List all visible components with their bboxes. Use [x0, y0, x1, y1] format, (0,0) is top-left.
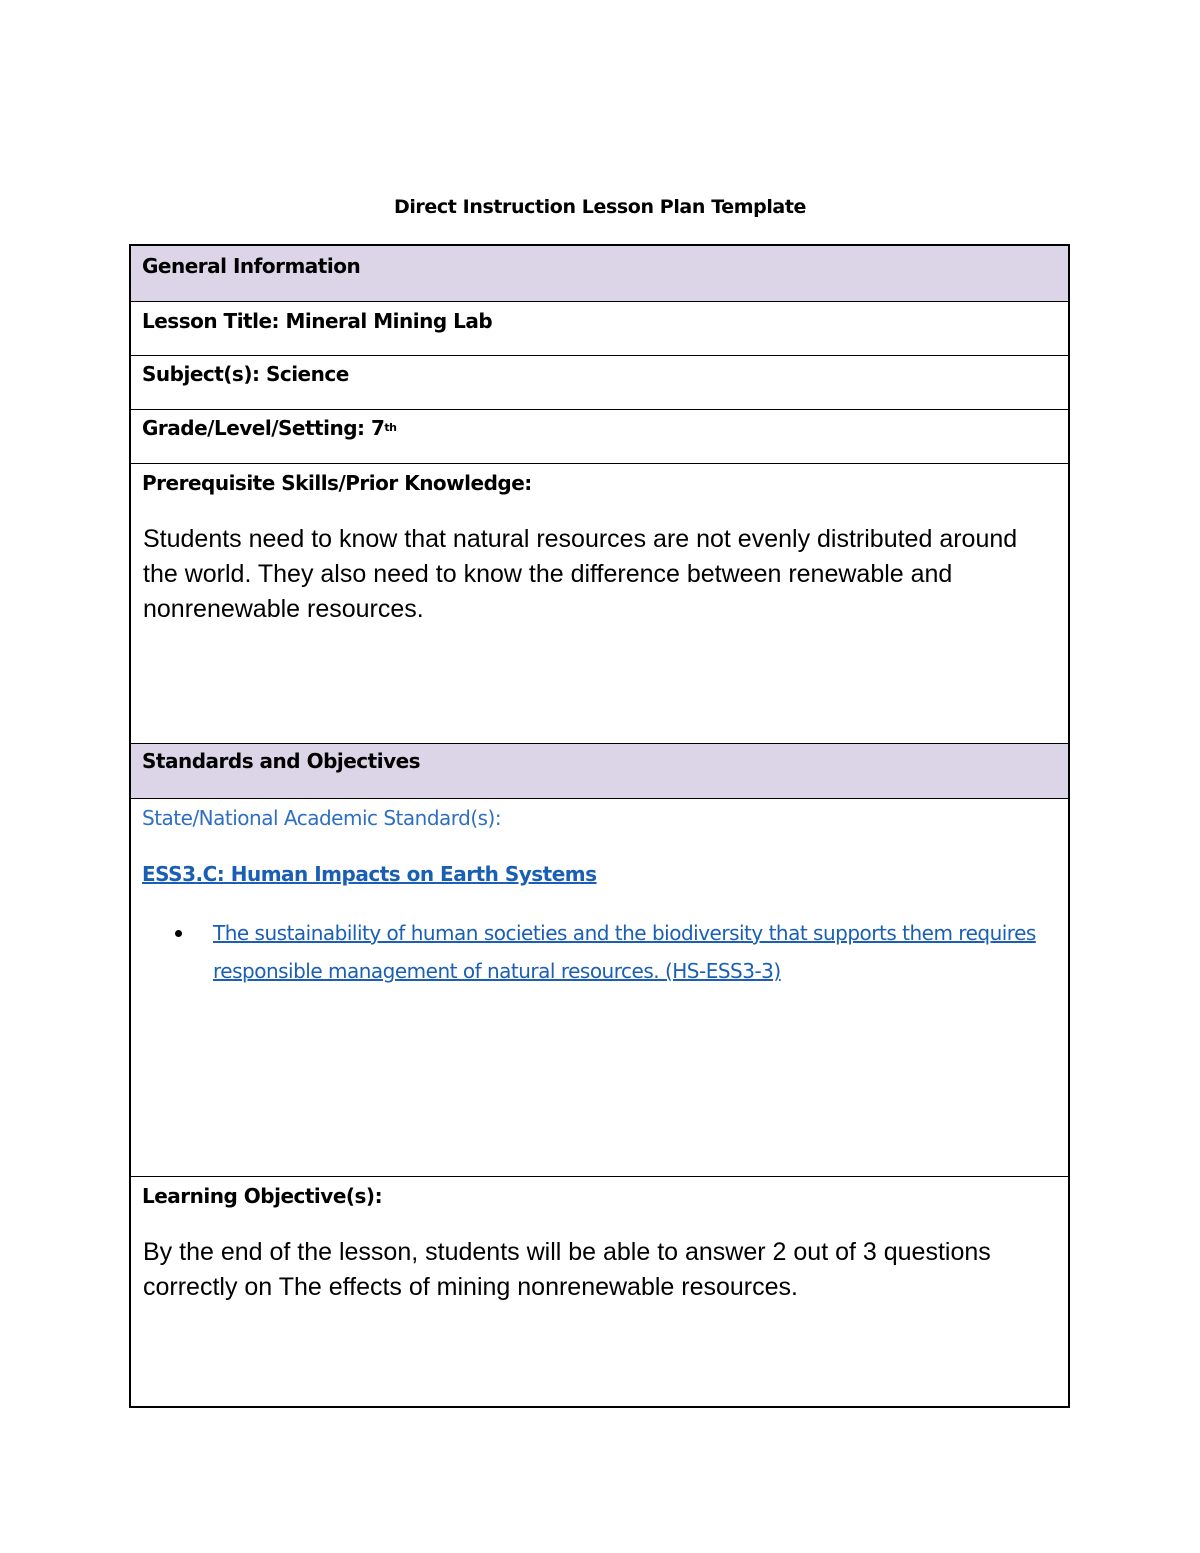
page-title: Direct Instruction Lesson Plan Template: [393, 196, 807, 218]
grade-text: Grade/Level/Setting: 7: [142, 416, 385, 440]
lesson-title: Lesson Title: Mineral Mining Lab: [142, 309, 493, 333]
learning-objectives-text: By the end of the lesson, students will be able to answer 2 out of 3 questions correctly on The effects of mining nonrenewable resources.: [143, 1238, 991, 1301]
general-information-header-row: [131, 246, 1068, 302]
standards-header-row: [131, 744, 1068, 799]
lesson-title-row: [131, 302, 1068, 356]
grade-superscript: th: [384, 421, 397, 434]
standard-label: State/National Academic Standard(s):: [142, 806, 502, 830]
standard-bullet-link[interactable]: The sustainability of human societies and the biodiversity that supports them requires responsible management of natural resources. (HS-ESS3-3): [213, 921, 1036, 983]
learning-objectives-label: Learning Objective(s):: [142, 1184, 383, 1208]
subjects: Subject(s): Science: [142, 362, 349, 386]
general-information-header: General Information: [142, 254, 361, 278]
prerequisite-label: Prerequisite Skills/Prior Knowledge:: [142, 471, 532, 495]
grade-level-setting: [142, 416, 397, 440]
prerequisite-text: Students need to know that natural resources are not evenly distributed around the world. They also need to know the difference between renewable and nonrenewable resources.: [143, 525, 1018, 623]
standard-link[interactable]: ESS3.C: Human Impacts on Earth Systems: [142, 862, 597, 886]
grade-row: [131, 410, 1068, 464]
subjects-row: [131, 356, 1068, 410]
bullet-icon: [175, 930, 182, 937]
lesson-plan-table: [129, 244, 1070, 1408]
standards-row: [131, 799, 1068, 1177]
learning-objectives-row: [131, 1177, 1068, 1406]
prerequisite-row: [131, 464, 1068, 744]
standards-header: Standards and Objectives: [142, 749, 421, 773]
